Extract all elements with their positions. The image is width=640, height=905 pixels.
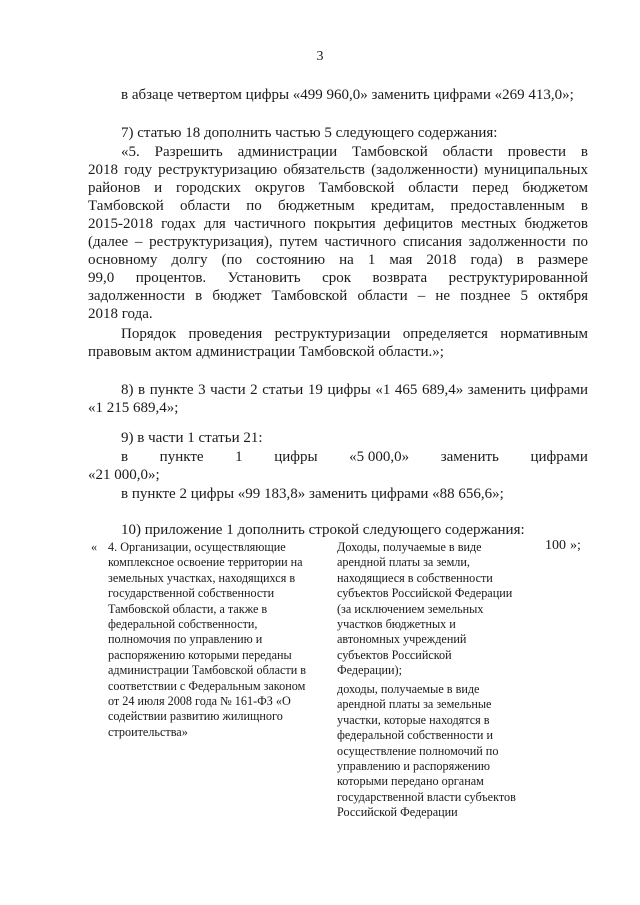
paragraph-order-last-line: правовым актом администрации Тамбовской области.»; bbox=[88, 344, 444, 360]
table-cell-income-land bbox=[337, 540, 512, 679]
paragraph-point-5-line: задолженности в бюджет Тамбовской области – не позднее 5 октября bbox=[88, 288, 588, 304]
paragraph-point-5-line: 99,0 процентов. Установить срок возврата реструктурированной bbox=[88, 270, 588, 286]
cell-line: Доходы, получаемые в виде bbox=[337, 540, 482, 554]
paragraph-point-5-line: районов и городских округов Тамбовской области перед бюджетом bbox=[88, 180, 588, 196]
cell-line: управлению и распоряжению bbox=[337, 759, 491, 774]
cell-line: Федерации); bbox=[337, 663, 403, 678]
word: цифры bbox=[274, 449, 318, 465]
page-number: 3 bbox=[316, 49, 324, 64]
cell-line: (за исключением земельных bbox=[337, 601, 484, 616]
cell-line: находящиеся в собственности bbox=[337, 570, 493, 585]
word: «5 000,0» bbox=[349, 449, 410, 465]
paragraph-point-5-last-line: 2018 года. bbox=[88, 306, 153, 322]
word: заменить bbox=[440, 449, 499, 465]
cell-line: Российской Федерации bbox=[337, 805, 458, 820]
paragraph-point-5-line: «5. Разрешить администрации Тамбовской области провести в bbox=[121, 144, 588, 160]
cell-line: участки, которые находятся в bbox=[337, 712, 490, 727]
paragraph-article-18: 7) статью 18 дополнить частью 5 следующего содержания: bbox=[121, 125, 498, 141]
table-cell-norm-value: 100 bbox=[545, 538, 566, 553]
cell-line: земельных участках, находящихся в bbox=[108, 570, 296, 585]
table-cell-organization bbox=[108, 540, 306, 740]
paragraph-article-19-line: 8) в пункте 3 части 2 статьи 19 цифры «1 465 689,4» заменить цифрами bbox=[121, 382, 588, 398]
table-cell-income-federal bbox=[337, 682, 516, 821]
paragraph-article-21: 9) в части 1 статьи 21: bbox=[121, 430, 263, 446]
paragraph-point-5-line: 2015-2018 годах для частичного покрытия дефицитов местных бюджетов bbox=[88, 216, 588, 232]
cell-line: администрации Тамбовской области в bbox=[108, 663, 307, 678]
paragraph-point-5-line: (далее – реструктуризация), путем частичного списания задолженности по bbox=[88, 234, 588, 250]
word: цифрами bbox=[530, 449, 588, 465]
cell-line: строительства» bbox=[108, 724, 188, 739]
cell-line: комплексное освоение территории на bbox=[108, 555, 303, 570]
cell-line: Тамбовской области, а также в bbox=[108, 601, 268, 616]
paragraph-point-2: в пункте 2 цифры «99 183,8» заменить цифрами «88 656,6»; bbox=[121, 486, 504, 502]
cell-line: государственной власти субъектов bbox=[337, 789, 516, 804]
word: пункте bbox=[159, 449, 204, 465]
paragraph-appendix-1: 10) приложение 1 дополнить строкой следующего содержания: bbox=[121, 522, 525, 538]
cell-line: субъектов Российской Федерации bbox=[337, 586, 513, 601]
cell-line: содействии развитию жилищного bbox=[108, 709, 283, 724]
cell-line: государственной собственности bbox=[108, 586, 275, 601]
paragraph-article-19-last-line: «1 215 689,4»; bbox=[88, 400, 179, 416]
cell-line: арендной платы за земельные bbox=[337, 697, 492, 712]
paragraph-point-5-line: основному долгу (по состоянию на 1 мая 2018 года) в размере bbox=[88, 252, 588, 268]
cell-line: от 24 июля 2008 года № 161-ФЗ «О bbox=[108, 694, 291, 709]
word: в bbox=[121, 449, 129, 465]
paragraph-point-1-last-line: «21 000,0»; bbox=[88, 467, 160, 483]
cell-line: осуществление полномочий по bbox=[337, 743, 499, 758]
cell-line: распоряжению которыми переданы bbox=[108, 647, 292, 662]
paragraph-point-5-line: Тамбовской области по бюджетным кредитам, предоставленным в bbox=[88, 198, 588, 214]
cell-line: участков бюджетных и bbox=[337, 617, 456, 632]
paragraph-abzac-4: в абзаце четвертом цифры «499 960,0» заменить цифрами «269 413,0»; bbox=[121, 87, 574, 103]
paragraph-point-5-line: 2018 году реструктуризацию обязательств (задолженности) муниципальных bbox=[88, 162, 588, 178]
cell-line: субъектов Российской bbox=[337, 647, 452, 662]
paragraph-point-1-line bbox=[121, 448, 588, 466]
cell-line: федеральной собственности и bbox=[337, 728, 493, 743]
cell-line: доходы, получаемые в виде bbox=[337, 682, 480, 696]
cell-line: 4. Организации, осуществляющие bbox=[108, 540, 286, 554]
word: 1 bbox=[235, 449, 243, 465]
table-open-quote: « bbox=[91, 540, 98, 554]
cell-line: которыми передано органам bbox=[337, 774, 484, 789]
cell-line: федеральной собственности, bbox=[108, 617, 258, 632]
table-close-mark: »; bbox=[570, 538, 581, 553]
cell-line: полномочия по управлению и bbox=[108, 632, 263, 647]
cell-line: автономных учреждений bbox=[337, 632, 467, 647]
cell-line: соответствии с Федеральным законом bbox=[108, 678, 306, 693]
paragraph-order-line: Порядок проведения реструктуризации определяется нормативным bbox=[121, 326, 588, 342]
cell-line: арендной платы за земли, bbox=[337, 555, 470, 570]
